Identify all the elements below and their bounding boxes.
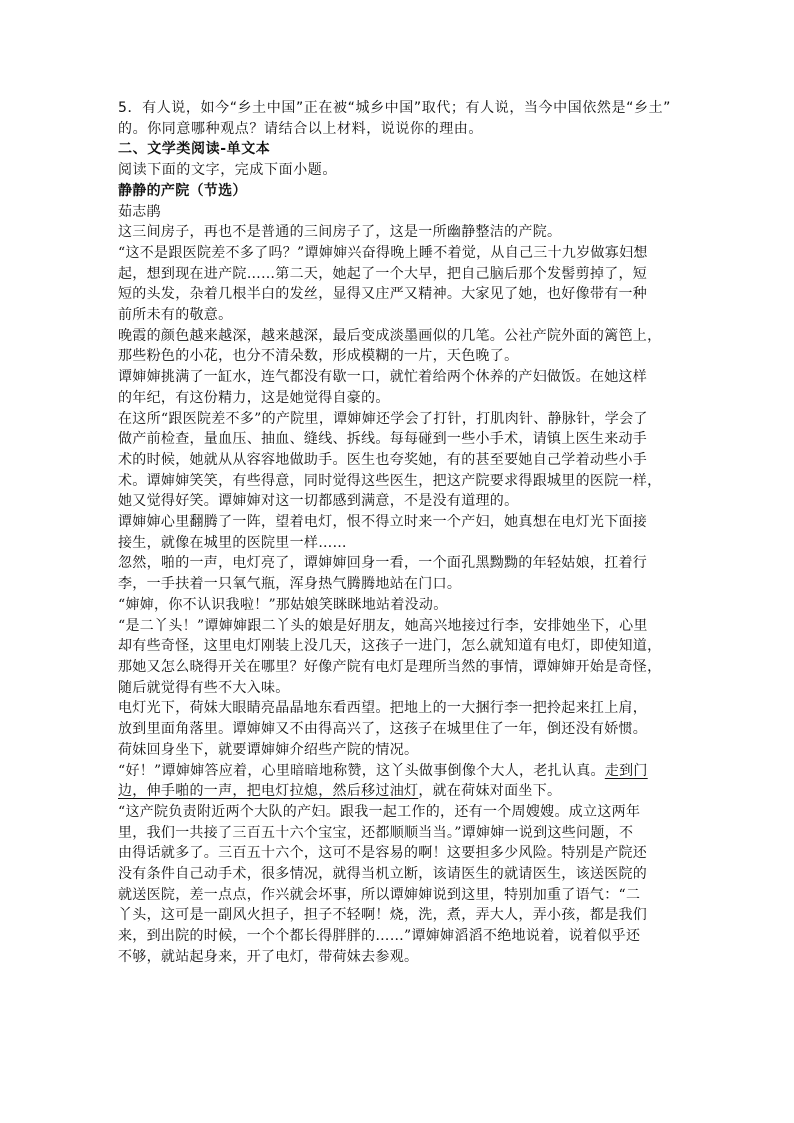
section-heading: 二、文学类阅读-单文本	[118, 141, 271, 158]
story-line: “这不是跟医院差不多了吗？”谭婶婶兴奋得晚上睡不着觉，从自己三十九岁做寡妇想	[118, 244, 648, 261]
story-line: 就送医院，差一点点，作兴就会坏事，所以谭婶婶说到这里，特别加重了语气：“二	[118, 886, 641, 903]
question-5-line-2: 的。你同意哪种观点？请结合以上材料，说说你的理由。	[118, 120, 483, 137]
story-line: 丫头，这可是一副风火担子，担子不轻啊！烧，洗，煮，弄大人，弄小孩，都是我们	[118, 907, 648, 924]
story-line: 术的时候，她就从从容容地做助手。医生也夸奖她，有的甚至要她自己学着动些小手	[118, 451, 648, 468]
story-line: 荷妹回身坐下，就要谭婶婶介绍些产院的情况。	[118, 741, 419, 758]
story-line: “这产院负责附近两个大队的产妇。跟我一起工作的，还有一个周嫂嫂。成立这两年	[118, 803, 641, 820]
story-text: “好！”谭婶婶答应着，心里暗暗地称赞，这丫头做事倒像个大人，老扎认真。	[118, 762, 605, 779]
story-line: 她又觉得好笑。谭婶婶对这一切都感到满意，不是没有道理的。	[118, 493, 519, 510]
story-line: 却有些奇怪，这里电灯刚装上没几天，这孩子一进门，怎么就知道有电灯，即使知道，	[118, 638, 662, 655]
story-line: 那她又怎么晓得开关在哪里？好像产院有电灯是理所当然的事情，谭婶婶开始是奇怪，	[118, 658, 662, 675]
story-line: 术。谭婶婶笑笑，有些得意，同时觉得这些医生，把这产院要求得跟城里的医院一样，	[118, 472, 662, 489]
story-line: 随后就觉得有些不大入味。	[118, 679, 290, 696]
story-title: 静静的产院（节选）	[118, 182, 247, 199]
story-line: 忽然，啪的一声，电灯亮了，谭婶婶回身一看，一个面孔黑黝黝的年轻姑娘，扛着行	[118, 555, 648, 572]
story-line: 晚霞的颜色越来越深，越来越深，最后变成淡墨画似的几笔。公社产院外面的篱笆上，	[118, 327, 662, 344]
story-line: 前所未有的敬意。	[118, 307, 233, 324]
story-line: 那些粉色的小花，也分不清朵数，形成模糊的一片，天色晚了。	[118, 348, 519, 365]
story-line: 李，一手扶着一只氧气瓶，浑身热气腾腾地站在门口。	[118, 576, 462, 593]
story-line-underlined-2	[118, 781, 678, 802]
story-line: “是二丫头！”谭婶婶跟二丫头的娘是好朋友，她高兴地接过行李，安排她坐下，心里	[118, 617, 648, 634]
document-page	[118, 98, 678, 968]
story-line: 电灯光下，荷妹大眼睛亮晶晶地东看西望。把地上的一大捆行李一把拎起来扛上肩，	[118, 700, 648, 717]
story-line: 的年纪，有这份精力，这是她觉得自豪的。	[118, 389, 390, 406]
story-line: 做产前检查，量血压、抽血、缝线、拆线。每每碰到一些小手术，请镇上医生来动手	[118, 431, 648, 448]
story-text: ，就在荷妹对面坐下。	[418, 783, 562, 800]
story-line: 接生，就像在城里的医院里一样……	[118, 534, 347, 551]
story-line: 这三间房子，再也不是普通的三间房子了，这是一所幽静整洁的产院。	[118, 224, 562, 241]
story-line: 谭婶婶挑满了一缸水，连气都没有歇一口，就忙着给两个休养的产妇做饭。在她这样	[118, 369, 648, 386]
story-line: “婶婶，你不认识我啦！”那姑娘笑眯眯地站着没动。	[118, 596, 448, 613]
story-line: 起，想到现在进产院……第二天，她起了一个大早，把自己脑后那个发髻剪掉了，短	[118, 265, 648, 282]
story-line: 来，到出院的时候，一个个都长得胖胖的……”谭婶婶滔滔不绝地说着，说着似乎还	[118, 928, 641, 945]
story-line: 放到里面角落里。谭婶婶又不由得高兴了，这孩子在城里住了一年，倒还没有娇惯。	[118, 721, 648, 738]
story-line: 里，我们一共接了三百五十六个宝宝，还都顺顺当当。”谭婶婶一说到这些问题，不	[118, 824, 634, 841]
question-5-line-1: 5．有人说，如今“乡土中国”正在被“城乡中国”取代；有人说，当今中国依然是“乡土”	[118, 100, 672, 116]
story-line: 谭婶婶心里翻腾了一阵，望着电灯，恨不得立时来一个产妇，她真想在电灯光下面接	[118, 514, 648, 531]
underlined-passage: 走到门	[604, 762, 648, 779]
story-line: 短的头发，杂着几根半白的发丝，显得又庄严又精神。大家见了她，也好像带有一种	[118, 286, 648, 303]
story-body	[118, 222, 678, 967]
underlined-passage: 边，伸手啪的一声，把电灯拉熄，然后移过油灯	[118, 783, 419, 800]
story-line: 在这所“跟医院差不多”的产院里，谭婶婶还学会了打针，打肌肉针、静脉针，学会了	[118, 410, 648, 427]
story-author: 茹志鹃	[118, 203, 161, 220]
story-line: 没有条件自己动手术，很多情况，就得当机立断，该请医生的就请医生，该送医院的	[118, 866, 648, 883]
story-line: 由得话就多了。三百五十六个，这可不是容易的啊！这要担多少风险。特别是产院还	[118, 845, 648, 862]
section-instruction: 阅读下面的文字，完成下面小题。	[118, 162, 337, 179]
story-line-underlined-1	[118, 761, 678, 782]
story-line: 不够，就站起身来，开了电灯，带荷妹去参观。	[118, 948, 419, 965]
